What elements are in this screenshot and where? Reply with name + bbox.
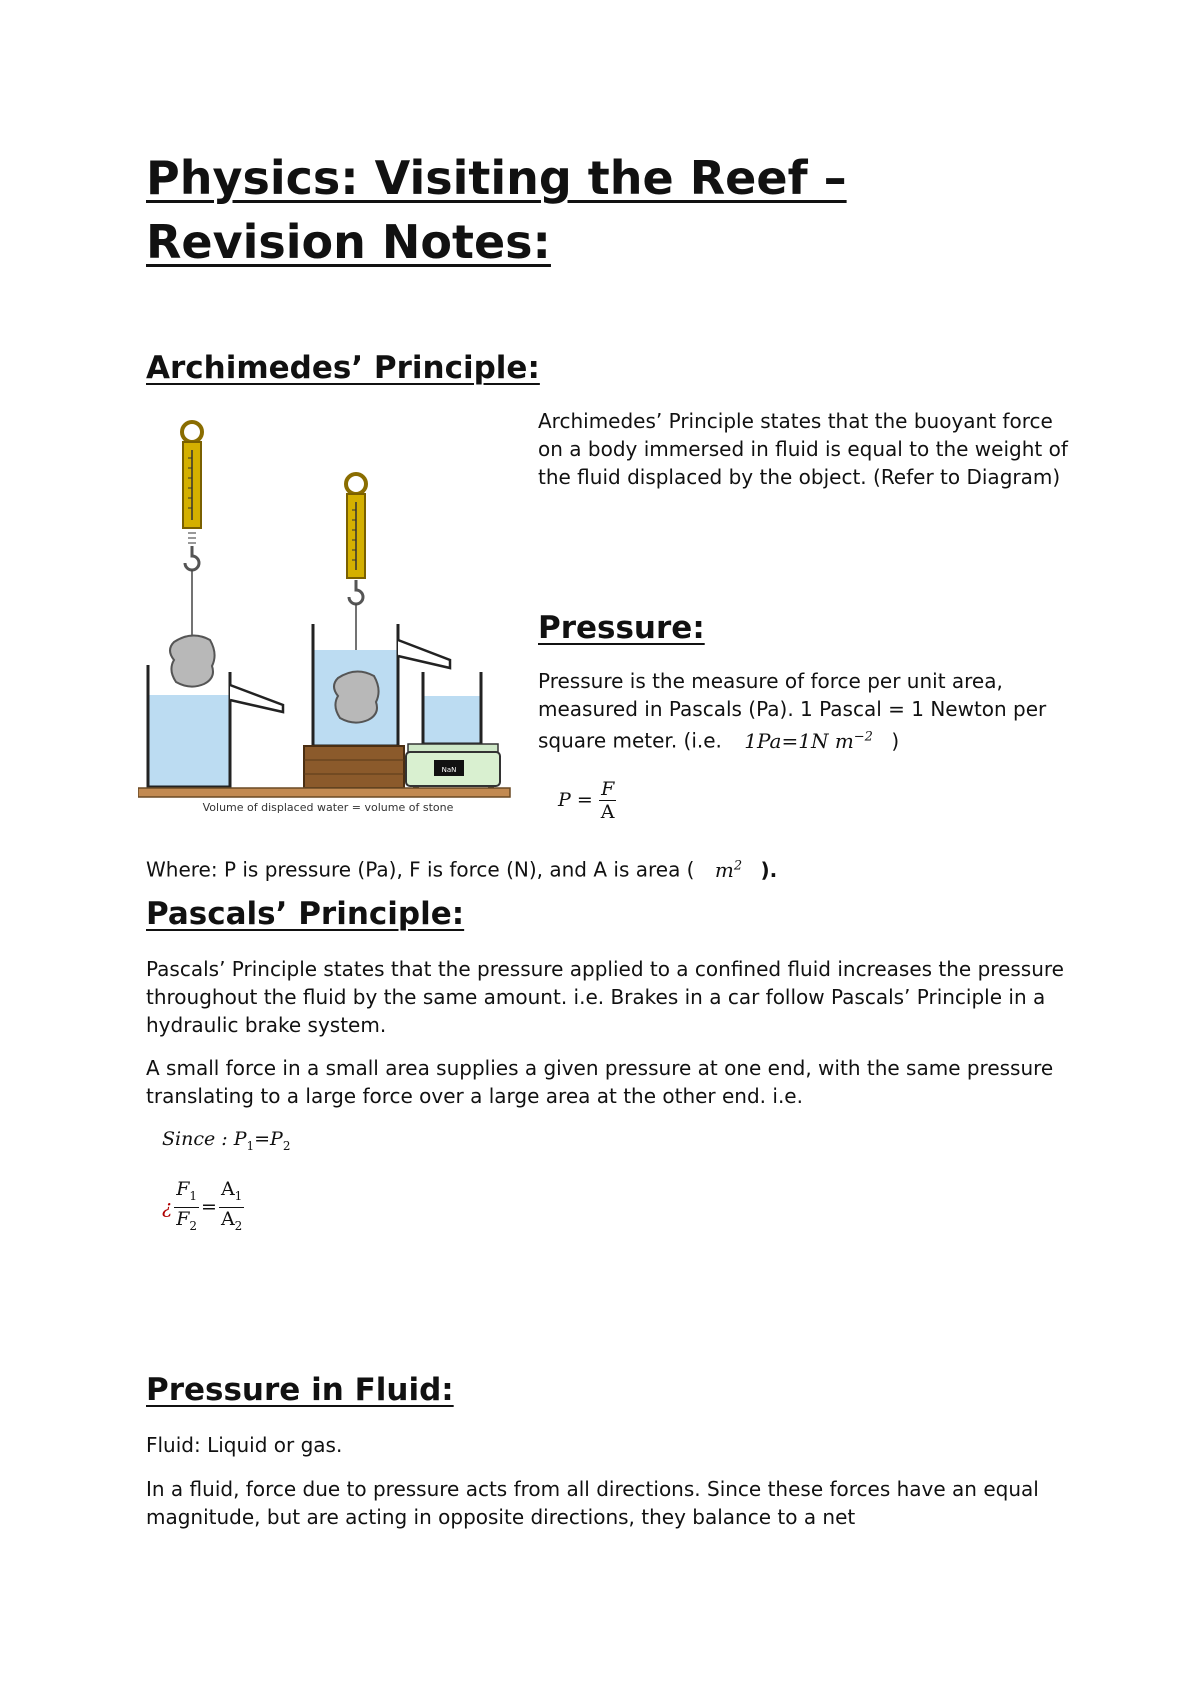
formula-lhs: P = bbox=[558, 789, 593, 811]
formula-numerator: F bbox=[601, 778, 615, 800]
eq1-since: Since : P bbox=[162, 1128, 247, 1150]
eq1-sub2: 2 bbox=[282, 1138, 291, 1153]
eq2-f2-sub: 2 bbox=[189, 1218, 198, 1233]
eq2-a2: A bbox=[220, 1207, 235, 1230]
stone-right bbox=[334, 671, 379, 722]
eq2-force-num bbox=[174, 1178, 199, 1208]
eq1-mid: =P bbox=[254, 1128, 283, 1150]
eq2-a2-sub: 2 bbox=[234, 1218, 243, 1233]
pressure-eq-body: 1Pa=1N m bbox=[744, 728, 854, 753]
pressure-eq-close: ) bbox=[891, 728, 900, 753]
fluid-text-1: Fluid: Liquid or gas. bbox=[146, 1433, 343, 1457]
eq1-sub1: 1 bbox=[246, 1138, 255, 1153]
eq2-f1: F bbox=[176, 1178, 190, 1200]
pressure-inline-equation bbox=[744, 729, 873, 753]
pascal-equation-1 bbox=[162, 1128, 290, 1153]
archimedes-diagram bbox=[138, 410, 518, 815]
eq2-a1-sub: 1 bbox=[234, 1188, 243, 1203]
pressure-text-body: Pressure is the measure of force per unit area, measured in Pascals (Pa). 1 Pascal = 1 Newton per square meter. (i.e. bbox=[538, 669, 1047, 753]
pascal-text-1: Pascals’ Principle states that the pressure applied to a confined fluid increases the pressure throughout the fluid by the same amount. i.e. Brakes in a car follow Pascals’ Principle in a hydraulic brake system. bbox=[146, 957, 1064, 1037]
eq2-f1-sub: 1 bbox=[189, 1188, 198, 1203]
eq2-force-den bbox=[174, 1208, 199, 1237]
heading-pressure: Pressure: bbox=[538, 610, 705, 646]
eq2-force-fraction bbox=[174, 1178, 199, 1237]
overflow-beaker-left bbox=[148, 665, 283, 787]
stone-left bbox=[170, 635, 215, 686]
eq2-area-den bbox=[219, 1208, 244, 1237]
eq2-area-fraction bbox=[219, 1178, 244, 1237]
eq2-prefix: ¿ bbox=[162, 1196, 173, 1219]
table-surface bbox=[138, 788, 510, 797]
heading-archimedes: Archimedes’ Principle: bbox=[146, 350, 540, 386]
fluid-text-2: In a fluid, force due to pressure acts from all directions. Since these forces have an equal magnitude, but are acting in opposite directions, they balance to a net bbox=[146, 1477, 1039, 1529]
pascal-equation-2 bbox=[162, 1178, 244, 1237]
formula-fraction bbox=[599, 778, 617, 823]
area-unit-base: m bbox=[714, 857, 734, 882]
scale-display: NaN bbox=[441, 766, 457, 774]
wooden-block bbox=[304, 746, 404, 788]
document-title: Physics: Visiting the Reef – Revision Notes: bbox=[146, 151, 847, 269]
pressure-formula bbox=[558, 778, 617, 823]
where-close: ). bbox=[760, 857, 778, 882]
pascal-text-2: A small force in a small area supplies a given pressure at one end, with the same pressure translating to a large force over a large area at the other end. i.e. bbox=[146, 1056, 1054, 1108]
eq2-equals: = bbox=[201, 1196, 217, 1219]
area-unit bbox=[715, 858, 742, 882]
heading-pressure-in-fluid: Pressure in Fluid: bbox=[146, 1372, 454, 1408]
diagram-caption: Volume of displaced water = volume of stone bbox=[202, 801, 454, 814]
eq2-a1: A bbox=[220, 1178, 235, 1200]
eq2-f2: F bbox=[176, 1207, 190, 1230]
archimedes-text: Archimedes’ Principle states that the buoyant force on a body immersed in fluid is equal to the weight of the fluid displaced by the object. (Refer to Diagram) bbox=[538, 409, 1068, 489]
formula-denominator: A bbox=[600, 801, 615, 823]
pressure-text bbox=[538, 667, 1078, 755]
spring-balance-right bbox=[346, 474, 366, 672]
eq2-area-num bbox=[219, 1178, 244, 1208]
digital-scale bbox=[406, 744, 500, 790]
pressure-eq-exponent: −2 bbox=[853, 729, 873, 744]
area-unit-exponent: 2 bbox=[733, 858, 743, 873]
heading-pascal: Pascals’ Principle: bbox=[146, 896, 465, 932]
where-text bbox=[146, 852, 1086, 884]
where-text-body: Where: P is pressure (Pa), F is force (N), and A is area ( bbox=[146, 857, 695, 882]
collecting-beaker bbox=[423, 672, 481, 744]
spring-balance-left bbox=[182, 422, 202, 638]
